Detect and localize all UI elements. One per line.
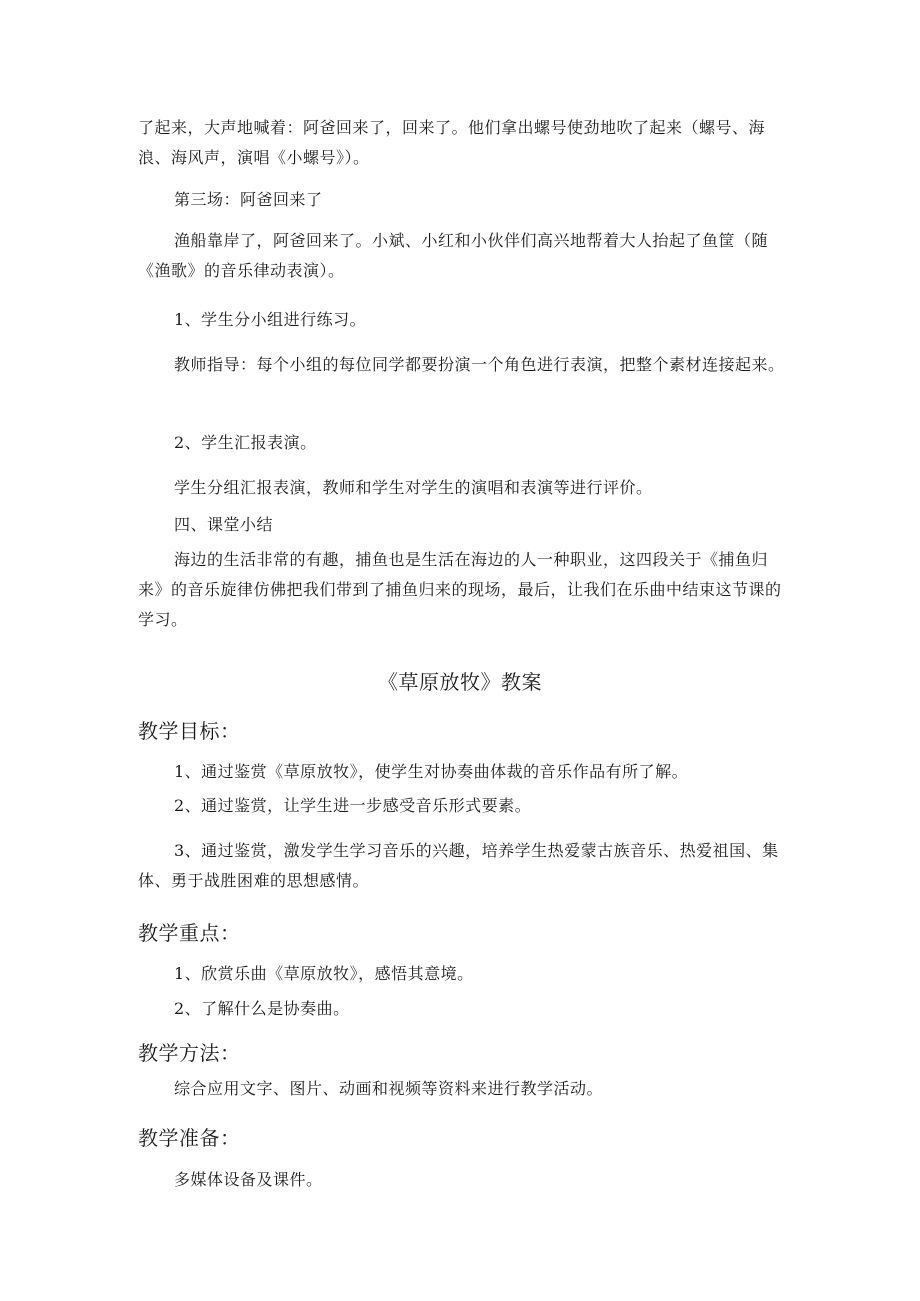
scene3-text: 渔船靠岸了，阿爸回来了。小斌、小红和小伙伴们高兴地帮着大人抬起了鱼筐（随《渔歌》的音乐律动表演）。 [138, 231, 769, 280]
paragraph-continued: 了起来，大声地喊着：阿爸回来了，回来了。他们拿出螺号使劲地吹了起来（螺号、海浪、海风声，演唱《小螺号》）。 [138, 118, 766, 167]
method-heading: 教学方法： [138, 1041, 241, 1065]
method-text: 综合应用文字、图片、动画和视频等资料来进行教学活动。 [174, 1079, 604, 1098]
goals-heading: 教学目标： [138, 719, 241, 743]
lesson-title: 《草原放牧》教案 [378, 670, 542, 694]
teacher-guide-text: 教师指导：每个小组的每位同学都要扮演一个角色进行表演，把整个素材连接起来。 [174, 355, 785, 374]
key-2: 2、了解什么是协奏曲。 [174, 999, 350, 1018]
report-text: 学生分组汇报表演，教师和学生对学生的演唱和表演等进行评价。 [174, 478, 653, 497]
key-1: 1、欣赏乐曲《草原放牧》，感悟其意境。 [174, 964, 474, 983]
scene3-title: 第三场：阿爸回来了 [174, 190, 323, 209]
step2-text: 2、学生汇报表演。 [174, 433, 317, 452]
key-heading: 教学重点： [138, 921, 241, 945]
goal-3: 3、通过鉴赏，激发学生学习音乐的兴趣，培养学生热爱蒙古族音乐、热爱祖国、集体、勇于战胜困难的思想感情。 [138, 841, 779, 890]
summary-text: 海边的生活非常的有趣，捕鱼也是生活在海边的人一种职业，这四段关于《捕鱼归来》的音乐旋律仿佛把我们带到了捕鱼归来的现场，最后，让我们在乐曲中结束这节课的学习。 [138, 550, 782, 629]
goal-1: 1、通过鉴赏《草原放牧》，使学生对协奏曲体裁的音乐作品有所了解。 [174, 762, 689, 781]
prep-text: 多媒体设备及课件。 [174, 1170, 323, 1189]
prep-heading: 教学准备： [138, 1126, 241, 1150]
summary-title: 四、课堂小结 [174, 515, 274, 534]
goal-2: 2、通过鉴赏，让学生进一步感受音乐形式要素。 [174, 796, 532, 815]
step1-text: 1、学生分小组进行练习。 [174, 310, 367, 329]
